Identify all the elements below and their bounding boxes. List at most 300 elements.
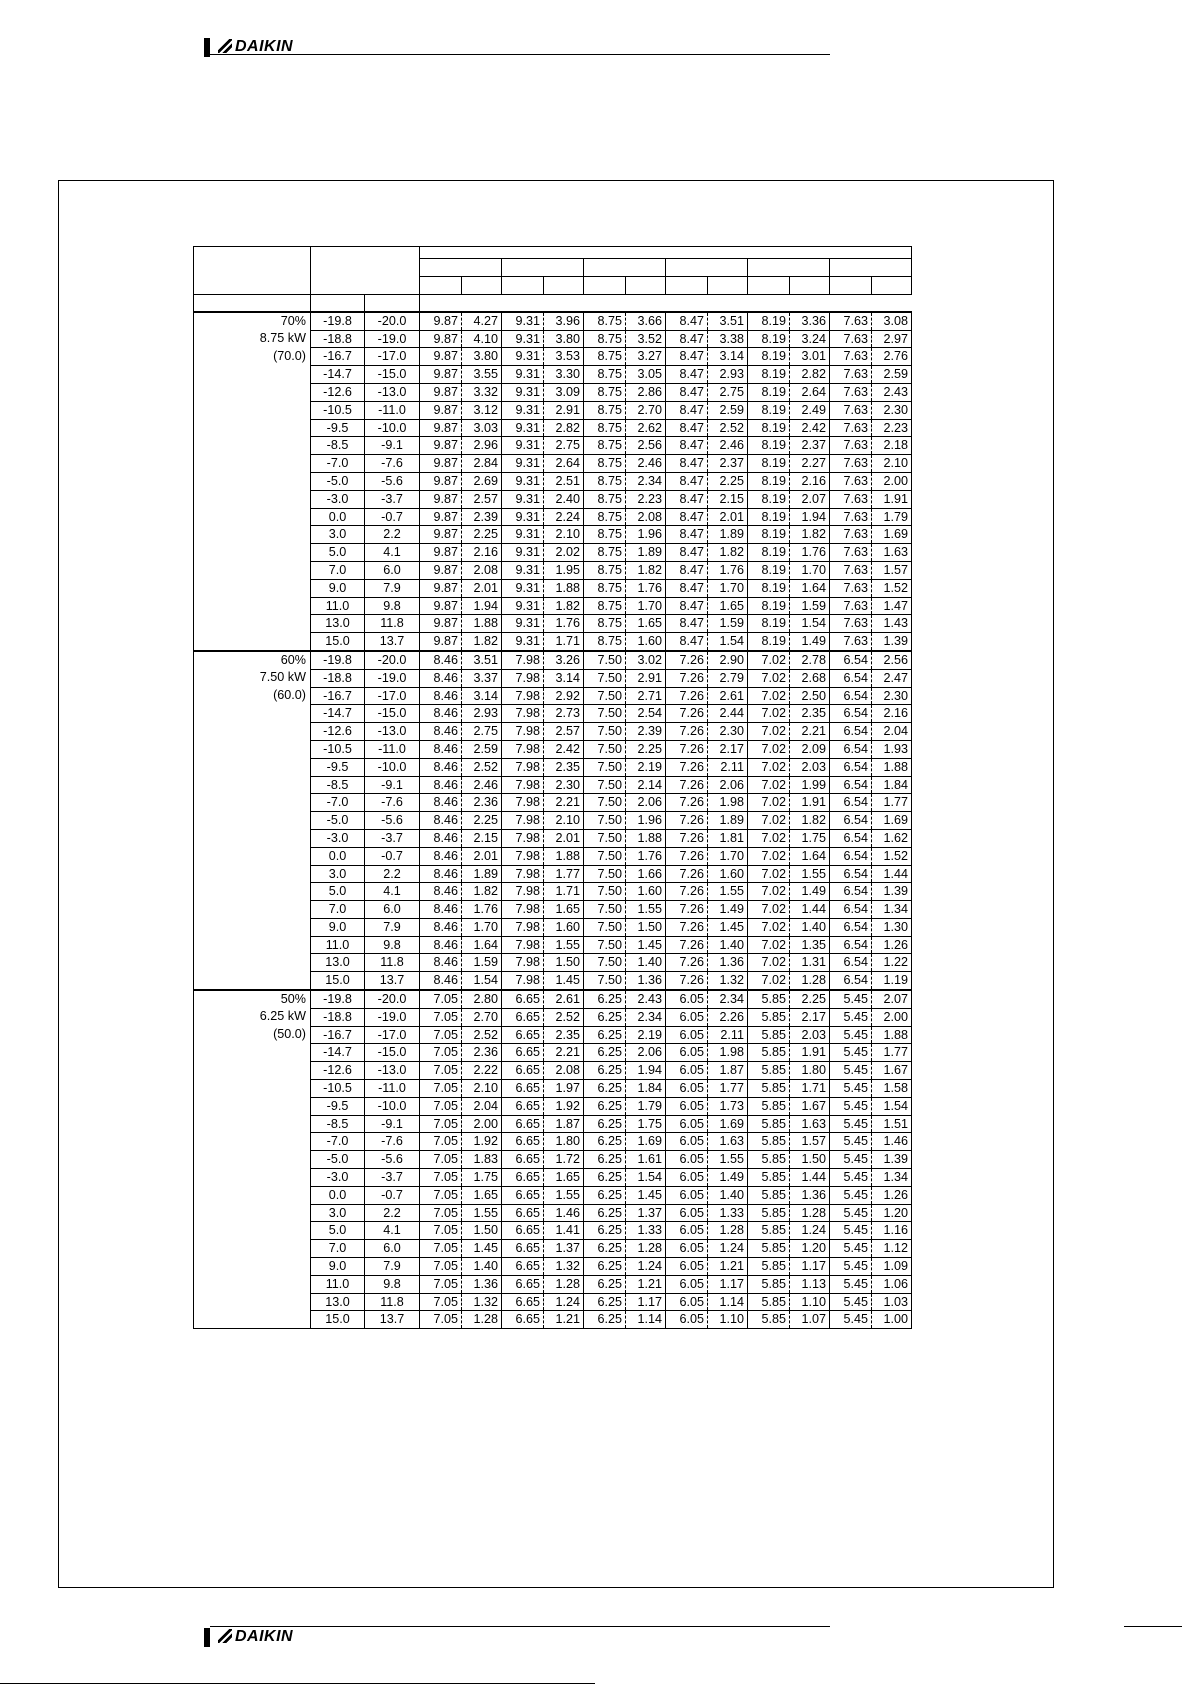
capacity-cell: 7.26	[666, 651, 708, 669]
wet-temp-cell: -0.7	[365, 847, 420, 865]
header-cell-sub	[502, 277, 544, 295]
capacity-cell: 8.75	[584, 401, 626, 419]
capacity-cell: 7.98	[502, 651, 544, 669]
wet-temp-cell: -13.0	[365, 383, 420, 401]
capacity-cell: 6.05	[666, 1133, 708, 1151]
power-input-cell: 1.40	[462, 1258, 502, 1276]
outdoor-temp-cell: -16.7	[311, 1026, 365, 1044]
power-input-cell: 2.34	[626, 472, 666, 490]
capacity-cell: 9.31	[502, 348, 544, 366]
outdoor-temp-cell: 13.0	[311, 615, 365, 633]
power-input-cell: 1.88	[872, 1026, 912, 1044]
power-input-cell: 1.50	[462, 1222, 502, 1240]
group-cell	[194, 1133, 311, 1151]
power-input-cell: 3.12	[462, 401, 502, 419]
power-input-cell: 2.46	[708, 437, 748, 455]
capacity-cell: 8.75	[584, 419, 626, 437]
capacity-cell: 9.87	[420, 419, 462, 437]
power-input-cell: 1.69	[872, 812, 912, 830]
capacity-cell: 5.85	[748, 1240, 790, 1258]
capacity-cell: 8.46	[420, 740, 462, 758]
wet-temp-cell: 9.8	[365, 597, 420, 615]
power-input-cell: 2.23	[872, 419, 912, 437]
capacity-cell: 6.25	[584, 1151, 626, 1169]
power-input-cell: 2.06	[708, 776, 748, 794]
capacity-cell: 8.46	[420, 918, 462, 936]
capacity-cell: 5.45	[830, 1275, 872, 1293]
outdoor-temp-cell: -18.8	[311, 669, 365, 687]
power-input-cell: 2.44	[708, 705, 748, 723]
group-cell	[194, 794, 311, 812]
capacity-cell: 6.25	[584, 1115, 626, 1133]
capacity-cell: 5.45	[830, 1062, 872, 1080]
capacity-cell: 8.75	[584, 472, 626, 490]
outdoor-temp-cell: -7.0	[311, 1133, 365, 1151]
power-input-cell: 1.75	[462, 1169, 502, 1187]
header-cell-col	[584, 259, 666, 277]
power-input-cell: 1.24	[790, 1222, 830, 1240]
table-row	[194, 901, 912, 919]
capacity-cell: 7.02	[748, 847, 790, 865]
wet-temp-cell: -13.0	[365, 1062, 420, 1080]
capacity-cell: 7.50	[584, 829, 626, 847]
power-input-cell: 1.84	[872, 776, 912, 794]
power-input-cell: 1.03	[872, 1293, 912, 1311]
power-input-cell: 1.64	[790, 579, 830, 597]
outdoor-temp-cell: -8.5	[311, 1115, 365, 1133]
wet-temp-cell: 13.7	[365, 972, 420, 990]
capacity-cell: 8.75	[584, 330, 626, 348]
header-cell-col	[830, 259, 912, 277]
table-row	[194, 633, 912, 651]
outdoor-temp-cell: -16.7	[311, 687, 365, 705]
group-cell	[194, 901, 311, 919]
capacity-cell: 9.31	[502, 455, 544, 473]
outdoor-temp-cell: -10.5	[311, 740, 365, 758]
power-input-cell: 2.19	[626, 1026, 666, 1044]
power-input-cell: 1.20	[790, 1240, 830, 1258]
power-input-cell: 3.52	[626, 330, 666, 348]
table-row	[194, 687, 912, 705]
outdoor-temp-cell: -9.5	[311, 419, 365, 437]
capacity-cell: 9.31	[502, 419, 544, 437]
wet-temp-cell: 9.8	[365, 1275, 420, 1293]
capacity-cell: 7.02	[748, 954, 790, 972]
capacity-cell: 7.05	[420, 1080, 462, 1098]
table-row	[194, 1097, 912, 1115]
power-input-cell: 1.70	[708, 847, 748, 865]
power-input-cell: 2.35	[544, 758, 584, 776]
capacity-cell: 7.50	[584, 936, 626, 954]
table-row	[194, 508, 912, 526]
power-input-cell: 2.56	[872, 651, 912, 669]
power-input-cell: 1.71	[790, 1080, 830, 1098]
power-input-cell: 1.62	[872, 829, 912, 847]
capacity-cell: 7.63	[830, 526, 872, 544]
power-input-cell: 1.50	[790, 1151, 830, 1169]
group-cell	[194, 544, 311, 562]
power-input-cell: 2.42	[790, 419, 830, 437]
capacity-cell: 6.54	[830, 829, 872, 847]
capacity-cell: 7.26	[666, 687, 708, 705]
power-input-cell: 2.96	[462, 437, 502, 455]
wet-temp-cell: -13.0	[365, 723, 420, 741]
table-row	[194, 1258, 912, 1276]
power-input-cell: 1.64	[790, 847, 830, 865]
header-cell-group-ext	[194, 295, 311, 312]
power-input-cell: 2.90	[708, 651, 748, 669]
capacity-cell: 8.47	[666, 383, 708, 401]
capacity-cell: 7.26	[666, 705, 708, 723]
power-input-cell: 3.27	[626, 348, 666, 366]
power-input-cell: 2.34	[708, 990, 748, 1008]
power-input-cell: 3.38	[708, 330, 748, 348]
capacity-cell: 8.19	[748, 383, 790, 401]
capacity-cell: 8.47	[666, 579, 708, 597]
power-input-cell: 1.79	[872, 508, 912, 526]
power-input-cell: 2.84	[462, 455, 502, 473]
capacity-cell: 6.65	[502, 1186, 544, 1204]
capacity-cell: 6.65	[502, 1169, 544, 1187]
power-input-cell: 1.89	[708, 526, 748, 544]
capacity-cell: 8.46	[420, 865, 462, 883]
capacity-cell: 5.85	[748, 1204, 790, 1222]
capacity-cell: 8.46	[420, 812, 462, 830]
capacity-cell: 5.85	[748, 1186, 790, 1204]
capacity-cell: 9.87	[420, 401, 462, 419]
capacity-cell: 7.50	[584, 776, 626, 794]
capacity-cell: 6.25	[584, 1293, 626, 1311]
capacity-cell: 7.98	[502, 918, 544, 936]
capacity-cell: 8.47	[666, 419, 708, 437]
table-row	[194, 348, 912, 366]
power-input-cell: 1.26	[872, 1186, 912, 1204]
capacity-cell: 6.54	[830, 901, 872, 919]
capacity-cell: 8.75	[584, 561, 626, 579]
capacity-cell: 6.54	[830, 776, 872, 794]
table-row	[194, 918, 912, 936]
table-row	[194, 990, 912, 1008]
capacity-cell: 8.19	[748, 490, 790, 508]
outdoor-temp-cell: -9.5	[311, 758, 365, 776]
outdoor-temp-cell: 5.0	[311, 883, 365, 901]
capacity-cell: 6.54	[830, 865, 872, 883]
power-input-cell: 1.80	[790, 1062, 830, 1080]
capacity-cell: 6.65	[502, 1008, 544, 1026]
capacity-cell: 7.02	[748, 865, 790, 883]
capacity-cell: 6.65	[502, 1258, 544, 1276]
capacity-cell: 7.05	[420, 1008, 462, 1026]
footer-rule	[210, 1626, 830, 1627]
power-input-cell: 1.28	[544, 1275, 584, 1293]
capacity-cell: 6.25	[584, 1062, 626, 1080]
power-input-cell: 1.69	[626, 1133, 666, 1151]
wet-temp-cell: -0.7	[365, 1186, 420, 1204]
footer-brand-text: DAIKIN	[235, 1628, 294, 1645]
capacity-cell: 6.54	[830, 954, 872, 972]
group-cell	[194, 1186, 311, 1204]
power-input-cell: 2.06	[626, 1044, 666, 1062]
power-input-cell: 1.60	[708, 865, 748, 883]
capacity-cell: 7.50	[584, 918, 626, 936]
wet-temp-cell: 11.8	[365, 615, 420, 633]
power-input-cell: 2.59	[872, 366, 912, 384]
capacity-cell: 6.05	[666, 1026, 708, 1044]
capacity-cell: 7.63	[830, 472, 872, 490]
group-cell	[194, 1240, 311, 1258]
table-row	[194, 812, 912, 830]
capacity-cell: 6.65	[502, 990, 544, 1008]
header-brand-text: DAIKIN	[235, 38, 294, 55]
outdoor-temp-cell: 11.0	[311, 597, 365, 615]
outdoor-temp-cell: -12.6	[311, 383, 365, 401]
capacity-cell: 8.47	[666, 348, 708, 366]
power-input-cell: 1.76	[462, 901, 502, 919]
capacity-cell: 7.26	[666, 794, 708, 812]
capacity-cell: 6.65	[502, 1151, 544, 1169]
power-input-cell: 1.55	[626, 901, 666, 919]
capacity-cell: 6.05	[666, 1008, 708, 1026]
power-input-cell: 2.93	[708, 366, 748, 384]
capacity-cell: 6.05	[666, 990, 708, 1008]
capacity-cell: 5.85	[748, 1097, 790, 1115]
outdoor-temp-cell: 0.0	[311, 508, 365, 526]
power-input-cell: 2.93	[462, 705, 502, 723]
group-cell	[194, 1222, 311, 1240]
table-row	[194, 1044, 912, 1062]
capacity-cell: 7.02	[748, 776, 790, 794]
power-input-cell: 4.27	[462, 312, 502, 330]
capacity-cell: 8.46	[420, 829, 462, 847]
power-input-cell: 2.59	[462, 740, 502, 758]
capacity-cell: 8.47	[666, 472, 708, 490]
power-input-cell: 2.46	[462, 776, 502, 794]
capacity-cell: 8.19	[748, 615, 790, 633]
capacity-cell: 5.45	[830, 1169, 872, 1187]
capacity-cell: 8.46	[420, 723, 462, 741]
capacity-cell: 6.65	[502, 1275, 544, 1293]
power-input-cell: 1.21	[544, 1311, 584, 1329]
capacity-cell: 9.31	[502, 561, 544, 579]
power-input-cell: 2.23	[626, 490, 666, 508]
capacity-cell: 7.98	[502, 883, 544, 901]
group-kw: 7.50 kW	[194, 669, 311, 687]
group-cell	[194, 883, 311, 901]
group-cell	[194, 561, 311, 579]
table-row	[194, 579, 912, 597]
capacity-cell: 6.25	[584, 1008, 626, 1026]
power-input-cell: 1.63	[708, 1133, 748, 1151]
capacity-cell: 7.02	[748, 936, 790, 954]
outdoor-temp-cell: -5.0	[311, 1151, 365, 1169]
power-input-cell: 2.10	[462, 1080, 502, 1098]
power-input-cell: 1.32	[462, 1293, 502, 1311]
power-input-cell: 1.49	[790, 883, 830, 901]
capacity-cell: 7.98	[502, 794, 544, 812]
wet-temp-cell: -3.7	[365, 829, 420, 847]
power-input-cell: 1.41	[544, 1222, 584, 1240]
header-cell-col	[502, 259, 584, 277]
capacity-cell: 7.50	[584, 972, 626, 990]
power-input-cell: 1.21	[626, 1275, 666, 1293]
power-input-cell: 2.19	[626, 758, 666, 776]
power-input-cell: 2.08	[626, 508, 666, 526]
capacity-cell: 8.19	[748, 348, 790, 366]
group-cell	[194, 758, 311, 776]
wet-temp-cell: -19.0	[365, 330, 420, 348]
power-input-cell: 1.63	[790, 1115, 830, 1133]
wet-temp-cell: 6.0	[365, 1240, 420, 1258]
power-input-cell: 1.65	[626, 615, 666, 633]
capacity-cell: 8.19	[748, 366, 790, 384]
power-input-cell: 2.92	[544, 687, 584, 705]
table-row	[194, 1186, 912, 1204]
capacity-cell: 8.19	[748, 437, 790, 455]
table-row	[194, 829, 912, 847]
capacity-cell: 6.25	[584, 1240, 626, 1258]
power-input-cell: 1.14	[708, 1293, 748, 1311]
capacity-cell: 8.75	[584, 490, 626, 508]
header-cell-top	[420, 247, 912, 259]
power-input-cell: 1.59	[790, 597, 830, 615]
power-input-cell: 2.52	[462, 758, 502, 776]
power-input-cell: 1.59	[462, 954, 502, 972]
group-pct: 60%	[194, 651, 311, 669]
capacity-cell: 8.46	[420, 669, 462, 687]
capacity-cell: 6.54	[830, 812, 872, 830]
power-input-cell: 2.37	[708, 455, 748, 473]
capacity-cell: 9.31	[502, 544, 544, 562]
capacity-cell: 7.98	[502, 812, 544, 830]
group-cell	[194, 419, 311, 437]
capacity-cell: 7.63	[830, 561, 872, 579]
capacity-cell: 6.25	[584, 1044, 626, 1062]
power-input-cell: 1.35	[790, 936, 830, 954]
power-input-cell: 1.54	[462, 972, 502, 990]
table-row	[194, 455, 912, 473]
outdoor-temp-cell: 5.0	[311, 1222, 365, 1240]
table-row	[194, 366, 912, 384]
capacity-cell: 5.85	[748, 1080, 790, 1098]
capacity-cell: 6.54	[830, 723, 872, 741]
group-cell	[194, 1204, 311, 1222]
wet-temp-cell: -7.6	[365, 794, 420, 812]
power-input-cell: 1.40	[790, 918, 830, 936]
table-row	[194, 544, 912, 562]
group-cell	[194, 865, 311, 883]
capacity-cell: 8.19	[748, 561, 790, 579]
power-input-cell: 1.91	[790, 1044, 830, 1062]
power-input-cell: 1.91	[872, 490, 912, 508]
power-input-cell: 1.39	[872, 633, 912, 651]
power-input-cell: 2.01	[462, 579, 502, 597]
power-input-cell: 2.79	[708, 669, 748, 687]
capacity-cell: 7.63	[830, 544, 872, 562]
power-input-cell: 1.88	[544, 847, 584, 865]
capacity-cell: 6.05	[666, 1062, 708, 1080]
capacity-cell: 8.46	[420, 705, 462, 723]
power-input-cell: 1.89	[626, 544, 666, 562]
table-row	[194, 437, 912, 455]
capacity-cell: 7.26	[666, 901, 708, 919]
wet-temp-cell: 4.1	[365, 544, 420, 562]
capacity-cell: 5.45	[830, 1258, 872, 1276]
outdoor-temp-cell: -18.8	[311, 330, 365, 348]
power-input-cell: 1.59	[708, 615, 748, 633]
power-input-cell: 1.99	[790, 776, 830, 794]
wet-temp-cell: -10.0	[365, 758, 420, 776]
power-input-cell: 3.01	[790, 348, 830, 366]
group-pct: 70%	[194, 312, 311, 330]
capacity-cell: 6.25	[584, 1026, 626, 1044]
capacity-cell: 6.05	[666, 1258, 708, 1276]
capacity-cell: 5.85	[748, 1151, 790, 1169]
outdoor-temp-cell: 15.0	[311, 972, 365, 990]
capacity-cell: 5.45	[830, 1008, 872, 1026]
table-row	[194, 723, 912, 741]
capacity-cell: 6.65	[502, 1133, 544, 1151]
outdoor-temp-cell: 0.0	[311, 847, 365, 865]
capacity-cell: 9.31	[502, 597, 544, 615]
header-cell-sub	[748, 277, 790, 295]
capacity-cell: 8.75	[584, 544, 626, 562]
outdoor-temp-cell: -7.0	[311, 455, 365, 473]
wet-temp-cell: 2.2	[365, 1204, 420, 1222]
wet-temp-cell: 4.1	[365, 1222, 420, 1240]
power-input-cell: 1.88	[544, 579, 584, 597]
power-input-cell: 1.76	[626, 847, 666, 865]
capacity-cell: 7.98	[502, 936, 544, 954]
power-input-cell: 2.35	[544, 1026, 584, 1044]
power-input-cell: 2.80	[462, 990, 502, 1008]
capacity-cell: 7.02	[748, 812, 790, 830]
capacity-cell: 6.54	[830, 651, 872, 669]
capacity-cell: 8.75	[584, 437, 626, 455]
power-input-cell: 1.72	[544, 1151, 584, 1169]
header-cell-sub	[872, 277, 912, 295]
power-input-cell: 3.80	[544, 330, 584, 348]
power-input-cell: 2.75	[462, 723, 502, 741]
power-input-cell: 1.17	[790, 1258, 830, 1276]
table-row	[194, 1169, 912, 1187]
group-cell	[194, 1293, 311, 1311]
capacity-cell: 5.45	[830, 990, 872, 1008]
power-input-cell: 1.46	[872, 1133, 912, 1151]
capacity-cell: 7.98	[502, 776, 544, 794]
wet-temp-cell: -7.6	[365, 455, 420, 473]
capacity-cell: 6.65	[502, 1080, 544, 1098]
power-input-cell: 2.34	[626, 1008, 666, 1026]
capacity-cell: 7.02	[748, 918, 790, 936]
capacity-cell: 5.85	[748, 1222, 790, 1240]
daikin-logo-footer	[218, 1628, 293, 1646]
group-cell	[194, 936, 311, 954]
power-input-cell: 1.77	[872, 794, 912, 812]
power-input-cell: 1.65	[462, 1186, 502, 1204]
power-input-cell: 2.17	[708, 740, 748, 758]
capacity-cell: 6.54	[830, 669, 872, 687]
capacity-cell: 7.05	[420, 1258, 462, 1276]
capacity-cell: 8.47	[666, 437, 708, 455]
power-input-cell: 1.76	[544, 615, 584, 633]
table-row	[194, 972, 912, 990]
group-cell	[194, 437, 311, 455]
power-input-cell: 2.86	[626, 383, 666, 401]
power-input-cell: 1.65	[544, 901, 584, 919]
table-body	[194, 247, 912, 1329]
table-row	[194, 794, 912, 812]
outdoor-temp-cell: -3.0	[311, 490, 365, 508]
